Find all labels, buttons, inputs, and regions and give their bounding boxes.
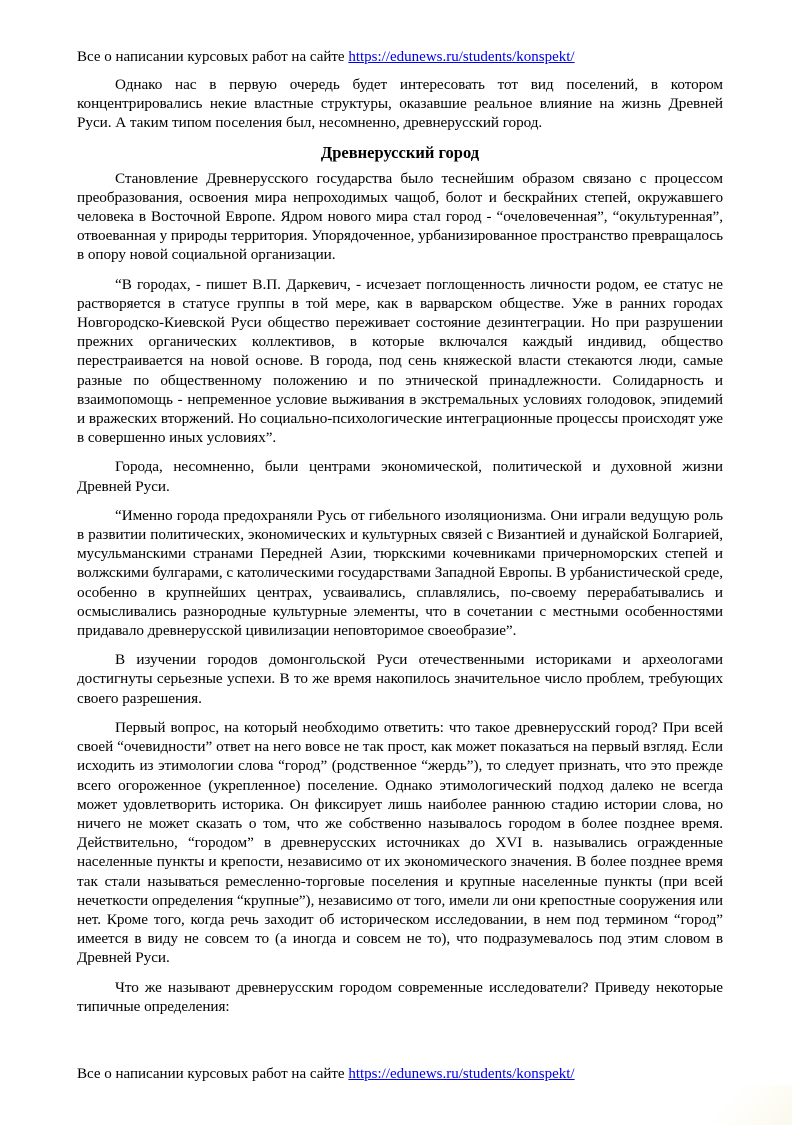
page-header — [77, 48, 723, 66]
document-body — [77, 75, 723, 1026]
paragraph-4-quote: “Именно города предохраняли Русь от гибельного изоляционизма. Они играли ведущую роль в развитии политических, экономических и культурных связей с Византией и дунайской Болгарией, мусульманскими странами Передней Азии, тюркскими кочевниками причерноморских степей и волжскими булгарами, с католическими государствами Западной Европы. В урбанистической среде, особенно в крупнейших центрах, усваивались, сплавлялись, по-своему перерабатывались и осмысливались разнородные культурные элементы, что в сочетании с местными особенностями придавало древнерусской цивилизации неповторимое своеобразие”. — [77, 506, 723, 640]
section-heading: Древнерусский город — [320, 142, 480, 162]
paragraph-3: Города, несомненно, были центрами экономической, политической и духовной жизни Древней Руси. — [77, 458, 723, 495]
intro-paragraph: Однако нас в первую очередь будет интересовать тот вид поселений, в котором концентрировались некие властные структуры, оказавшие реальное влияние на жизнь Древней Руси. А таким типом поселения был, несомненно, древнерусский город. — [77, 76, 723, 132]
paragraph-6: Первый вопрос, на который необходимо ответить: что такое древнерусский город? При всей своей “очевидности” ответ на него вовсе не так прост, как может показаться на первый взгляд. Если исходить из этимологии слова “город” (родственное “жердь”), то следует признать, что это прежде всего огороженное (укрепленное) поселение. Однако этимологический подход далеко не всегда может удовлетворить историка. Он фиксирует лишь наиболее раннюю стадию истории слова, но ничего не может сказать о том, что же собственно называлось городом в более позднее время. Действительно, “городом” в древнерусских источниках до XVI в. назывались огражденные населенные пункты и крепости, независимо от их экономического значения. В более позднее время так стали называться ремесленно-торговые поселения и крупные населенные пункты (при всей нечеткости определения “крупные”), независимо от того, имели ли они крепостные сооружения или нет. Кроме того, когда речь заходит об историческом исследовании, в нем под термином “город” имеется в виду не совсем то (а иногда и совсем не то), что подразумевалось под этим словом в Древней Руси. — [77, 718, 723, 967]
header-link[interactable]: https://edunews.ru/students/konspekt/ — [348, 49, 575, 65]
paragraph-7: Что же называют древнерусским городом современные исследователи? Приведу некоторые типичные определения: — [77, 978, 723, 1015]
paragraph-1: Становление Древнерусского государства было теснейшим образом связано с процессом преобразования, освоения мира непроходимых чащоб, болот и бескрайних степей, окружавшего человека в Восточной Европе. Ядром нового мира стал город - “очеловеченная”, “окультуренная”, отвоеванная у природы территория. Упорядоченное, урбанизированное пространство превращалось в опору новой социальной организации. — [77, 169, 723, 264]
header-text: Все о написании курсовых работ на сайте — [77, 49, 349, 65]
paragraph-5: В изучении городов домонгольской Руси отечественными историками и археологами достигнуты серьезные успехи. В то же время накопилось значительное число проблем, требующих своего разрешения. — [77, 651, 723, 707]
footer-link[interactable]: https://edunews.ru/students/konspekt/ — [348, 1066, 575, 1082]
page-corner-shade — [682, 1085, 792, 1125]
footer-text: Все о написании курсовых работ на сайте — [77, 1066, 349, 1082]
paragraph-2-quote: “В городах, - пишет В.П. Даркевич, - исчезает поглощенность личности родом, ее статус не растворяется в статусе группы в той мере, как в варварском обществе. Уже в ранних городах Новгородско-Киевской Руси общество переживает состояние дезинтеграции. Но при разрушении прежних органических коллективов, в которые включался каждый индивид, общество перестраивается на новой основе. В города, под сень княжеской власти стекаются люди, самые разные по общественному положению и по этнической принадлежности. Солидарность и взаимопомощь - непременное условие выживания в экстремальных условиях голодовок, эпидемий и вражеских вторжений. Но социально-психологические интеграционные процессы происходят уже в совершенно иных условиях”. — [77, 275, 723, 447]
page-footer — [77, 1065, 723, 1083]
